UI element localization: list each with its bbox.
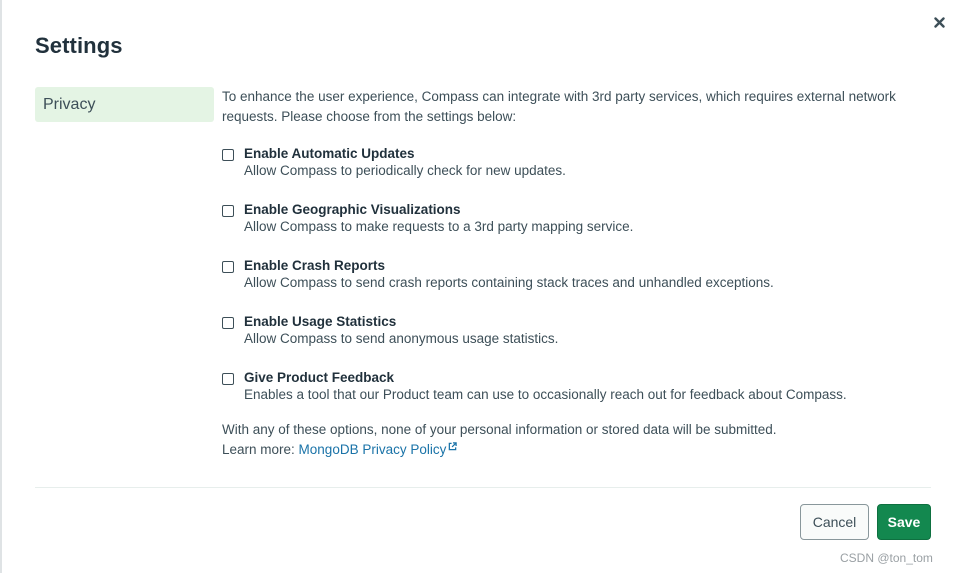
option-description: Allow Compass to periodically check for new updates.	[244, 163, 566, 178]
privacy-intro-text: To enhance the user experience, Compass can integrate with 3rd party services, which requires external network requests. Please choose from the settings below:	[222, 89, 896, 124]
sidebar-item-privacy[interactable]	[35, 87, 214, 122]
learn-more-prefix: Learn more:	[222, 442, 299, 457]
learn-more-line	[222, 440, 922, 460]
close-button[interactable]	[929, 12, 949, 32]
option-label: Enable Crash Reports	[244, 258, 386, 273]
option-label: Enable Geographic Visualizations	[244, 202, 461, 217]
modal-edge	[0, 0, 2, 573]
external-link-icon	[448, 442, 457, 451]
privacy-settings-panel	[222, 87, 922, 460]
option-label: Enable Automatic Updates	[244, 146, 415, 161]
watermark-text: CSDN @ton_tom	[840, 551, 933, 565]
privacy-policy-link[interactable]	[299, 442, 458, 457]
usage-statistics-checkbox[interactable]	[222, 317, 234, 329]
crash-reports-checkbox[interactable]	[222, 261, 234, 273]
privacy-footer-note	[222, 420, 922, 460]
option-description: Enables a tool that our Product team can use to occasionally reach out for feedback about Compass.	[244, 387, 847, 402]
option-geographic-visualizations	[222, 201, 922, 257]
option-text	[244, 257, 774, 291]
privacy-policy-link-text: MongoDB Privacy Policy	[298, 442, 447, 457]
option-label: Give Product Feedback	[244, 370, 395, 385]
option-automatic-updates	[222, 145, 922, 201]
option-text	[244, 201, 633, 235]
sidebar-item-label: Privacy	[43, 95, 96, 113]
privacy-disclaimer: With any of these options, none of your personal information or stored data will be submitted.	[222, 422, 777, 437]
cancel-button[interactable]: Cancel	[800, 504, 869, 540]
product-feedback-checkbox[interactable]	[222, 373, 234, 385]
settings-sidebar	[35, 87, 214, 122]
option-description: Allow Compass to send crash reports containing stack traces and unhandled exceptions.	[244, 275, 774, 290]
option-text	[244, 145, 566, 179]
geographic-visualizations-checkbox[interactable]	[222, 205, 234, 217]
modal-title: Settings	[35, 33, 123, 58]
option-text	[244, 369, 847, 403]
option-text	[244, 313, 558, 347]
footer-divider	[35, 487, 931, 488]
option-product-feedback	[222, 369, 922, 425]
option-label: Enable Usage Statistics	[244, 314, 397, 329]
privacy-options-list	[222, 145, 922, 425]
option-crash-reports	[222, 257, 922, 313]
save-button[interactable]: Save	[877, 504, 931, 540]
option-description: Allow Compass to make requests to a 3rd party mapping service.	[244, 219, 634, 234]
option-description: Allow Compass to send anonymous usage statistics.	[244, 331, 559, 346]
option-usage-statistics	[222, 313, 922, 369]
close-icon	[934, 17, 945, 28]
automatic-updates-checkbox[interactable]	[222, 149, 234, 161]
